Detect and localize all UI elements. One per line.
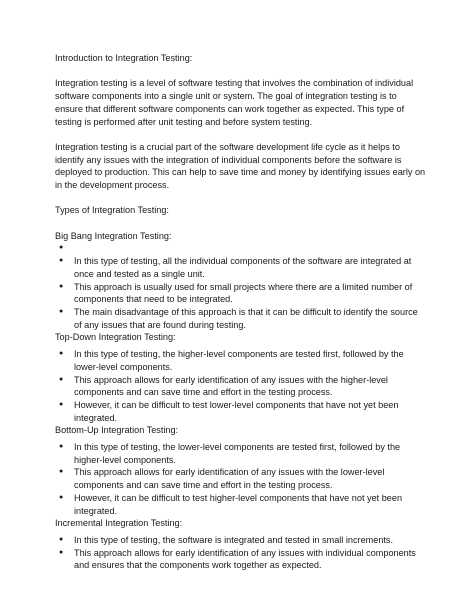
list-item-text: However, it can be difficult to test lower-level components that have not yet been integrated. [74, 399, 399, 423]
list-item [59, 492, 427, 517]
bullet-icon: ● [59, 257, 64, 265]
spacer [55, 128, 427, 141]
section-heading-bottom-up: Bottom-Up Integration Testing: [55, 425, 179, 436]
bullet-icon: ● [59, 400, 64, 408]
bullet-icon: ● [59, 375, 64, 383]
list-item [59, 255, 427, 280]
list-item-text: In this type of testing, the higher-level components are tested first, followed by the lower-level components. [74, 349, 404, 372]
list-item-text: This approach is usually used for small projects where there are a limited number of components that need to be integrated. [74, 281, 413, 305]
bullet-icon: ● [59, 548, 64, 556]
list-item [59, 534, 427, 547]
list-item-text: This approach allows for early identification of any issues with the lower-level components and can save time and effort in the testing process. [74, 467, 385, 491]
list-item-text: This approach allows for early identification of any issues with individual components and ensures that the components work together as expected. [74, 547, 416, 571]
bullet-list-bottom-up [55, 441, 427, 517]
list-item-text: In this type of testing, the lower-level components are tested first, followed by the higher-level components. [74, 442, 401, 465]
section-heading-big-bang: Big Bang Integration Testing: [55, 230, 172, 241]
list-item [59, 374, 427, 399]
bullet-icon: ● [59, 493, 64, 501]
intro-paragraph-1: Integration testing is a level of software testing that involves the combination of individual software components into a single unit or system. The goal of integration testing is to ensure that different software components can work together as expected. This type of testing is performed after unit testing and before system testing. [55, 78, 414, 127]
intro-paragraph-2: Integration testing is a crucial part of the software development life cycle as it helps to identify any issues with the integration of individual components before the software is deployed to production. This can help to save time and money by identifying issues early on in the development process. [55, 141, 426, 190]
list-item-text: This approach allows for early identification of any issues with the higher-level components and can save time and effort in the testing process. [74, 374, 388, 398]
list-item [59, 281, 427, 306]
bullet-icon: ● [59, 244, 64, 252]
list-item-text: However, it can be difficult to test higher-level components that have not yet been integrated. [74, 492, 403, 516]
list-item [59, 348, 427, 373]
bullet-icon: ● [59, 350, 64, 358]
document-page [55, 52, 427, 572]
section-heading-incremental: Incremental Integration Testing: [55, 518, 183, 529]
list-item [59, 466, 427, 491]
list-item-text: In this type of testing, all the individual components of the software are integrated at once and tested as a single unit. [74, 256, 412, 279]
list-item [59, 399, 427, 424]
list-item [59, 242, 427, 255]
bullet-icon: ● [59, 468, 64, 476]
list-item [59, 441, 427, 466]
spacer [55, 192, 427, 205]
bullet-icon: ● [59, 282, 64, 290]
spacer [55, 217, 427, 230]
section-heading-top-down: Top-Down Integration Testing: [55, 332, 176, 343]
bullet-icon: ● [59, 443, 64, 451]
bullet-list-top-down [55, 348, 427, 424]
bullet-list-incremental [55, 534, 427, 572]
bullet-icon: ● [59, 308, 64, 315]
list-item-text: The main disadvantage of this approach is that it can be difficult to identify the source of any issues that are found during testing. [74, 307, 418, 330]
spacer [55, 65, 427, 78]
document-title: Introduction to Integration Testing: [55, 53, 193, 63]
types-heading: Types of Integration Testing: [55, 205, 169, 216]
list-item [59, 306, 427, 331]
bullet-icon: ● [59, 535, 64, 543]
list-item [59, 547, 427, 572]
list-item-text: In this type of testing, the software is integrated and tested in small increments. [74, 534, 394, 545]
bullet-list-big-bang [55, 242, 427, 331]
